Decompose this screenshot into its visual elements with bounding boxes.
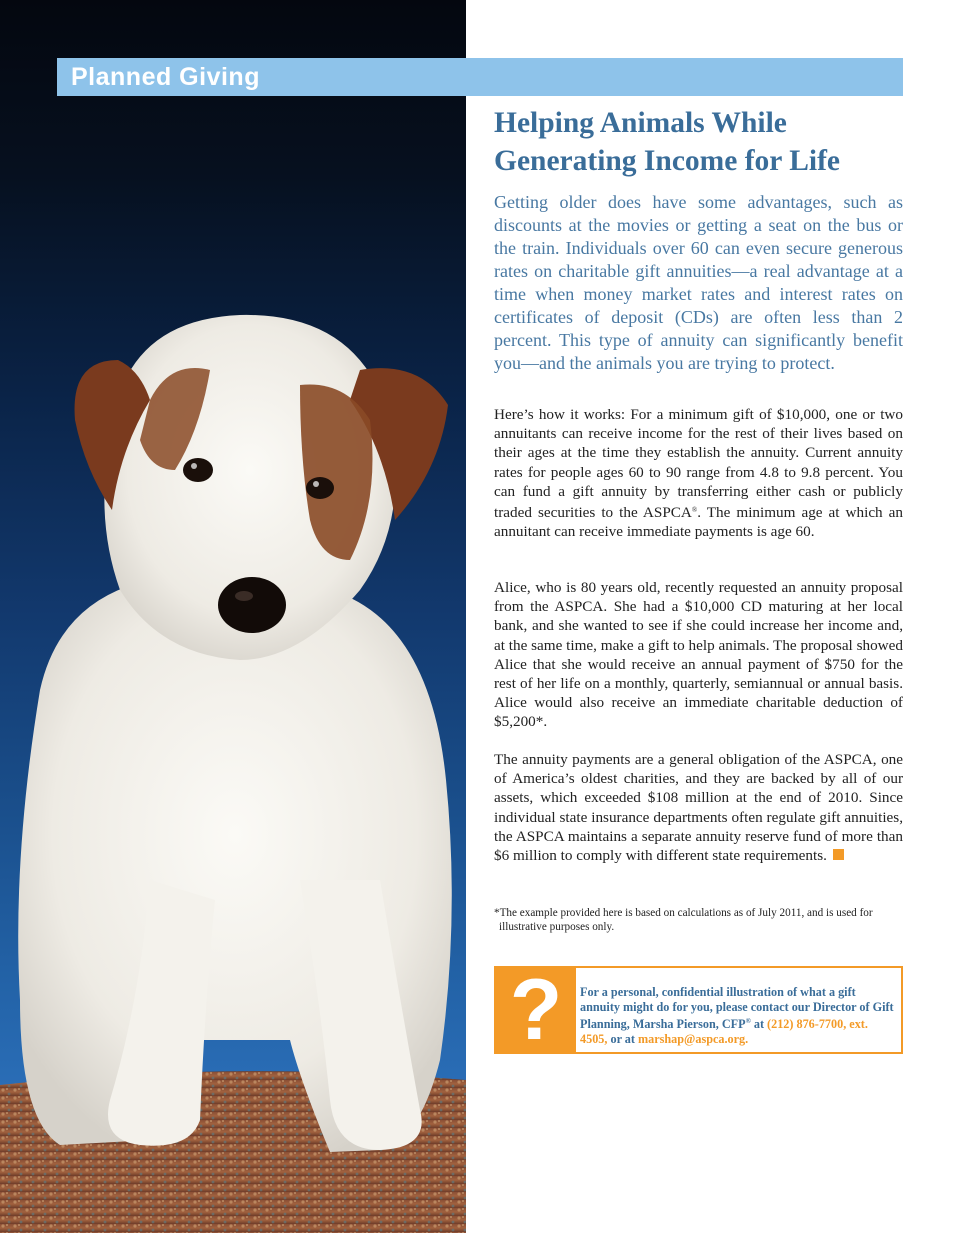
- contact-text-4: .: [745, 1031, 749, 1046]
- footnote-line-2: illustrative purposes only.: [499, 921, 615, 933]
- contact-registered-mark: ®: [745, 1017, 751, 1026]
- p1-text-after: . The minimum age at which an annuitant can receive immediate payments is age 60.: [494, 504, 904, 541]
- p3-text: The annuity payments are a general obligation of the ASPCA, one of America’s oldest charities, and they are backed by all of our assets, which exceeded $108 million at the end of 2010. Since individual state insurance departments often regulate gift annuities, the ASPCA maintains a separate annuity reserve fund of more than $6 million to comply with different state requirements.: [494, 751, 903, 865]
- contact-text-3: or at: [607, 1031, 638, 1046]
- intro-paragraph: Getting older does have some advantages, such as discounts at the movies or getting a seat on the bus or the train. Individuals over 60 can even secure generous rates on charitable gift annuities—a real advantage at a time when money market rates and interest rates on certificates of deposit (CDs) are often less than 2 percent. This type of annuity can significantly benefit you—and the animals you are trying to protect.: [494, 192, 903, 373]
- banner-title: Planned Giving: [71, 63, 260, 91]
- headline-line-2: Generating Income for Life: [494, 145, 841, 177]
- question-mark-icon: [496, 962, 576, 1058]
- contact-email-link[interactable]: marshap@aspca.org: [638, 1031, 746, 1046]
- contact-text-1: For a personal, confidential illustration of what a gift annuity might do for you, please contact our Director of Gift Planning, Marsha Pierson, CFP: [580, 985, 894, 1032]
- contact-box: [494, 962, 903, 1058]
- contact-phone[interactable]: (212) 876-7700, ext. 4505,: [580, 1017, 868, 1046]
- body-paragraph-3: [494, 750, 903, 865]
- body-paragraph-1: [494, 405, 903, 541]
- end-mark-icon: [833, 849, 844, 860]
- dog-nose: [218, 577, 286, 633]
- headline-line-1: Helping Animals While: [494, 107, 787, 139]
- registered-mark: ®: [691, 506, 698, 515]
- footnote: [494, 906, 903, 934]
- section-banner: [57, 58, 903, 96]
- question-mark-glyph: ?: [509, 962, 563, 1058]
- contact-text: [580, 985, 898, 1046]
- body-paragraph-2: Alice, who is 80 years old, recently requested an annuity proposal from the ASPCA. She had a $10,000 CD maturing at her local bank, and she wanted to see if she could increase her income and, at the same time, make a gift to help animals. The proposal showed Alice that she would receive an annual payment of $750 for the rest of her life on a monthly, quarterly, semiannual or annual basis. Alice would also receive an immediate charitable deduction of $5,200*.: [494, 579, 903, 731]
- footnote-line-1: *The example provided here is based on calculations as of July 2011, and is used for: [494, 907, 873, 919]
- article-headline: [494, 104, 903, 180]
- p1-text-before: Here’s how it works: For a minimum gift of $10,000, one or two annuitants can receive income for the rest of their lives based on their ages at the time they establish the annuity. Current annuity rates for people ages 60 to 90 range from 4.8 to 9.8 percent. You can fund a gift annuity by transferring either cash or publicly traded securities to the ASPCA: [494, 406, 903, 522]
- contact-text-2: at: [750, 1017, 768, 1032]
- dog-right-eye: [306, 477, 334, 499]
- dog-left-eye: [183, 458, 213, 482]
- dog-illustration: [0, 0, 466, 1233]
- dog-photo: [0, 0, 466, 1233]
